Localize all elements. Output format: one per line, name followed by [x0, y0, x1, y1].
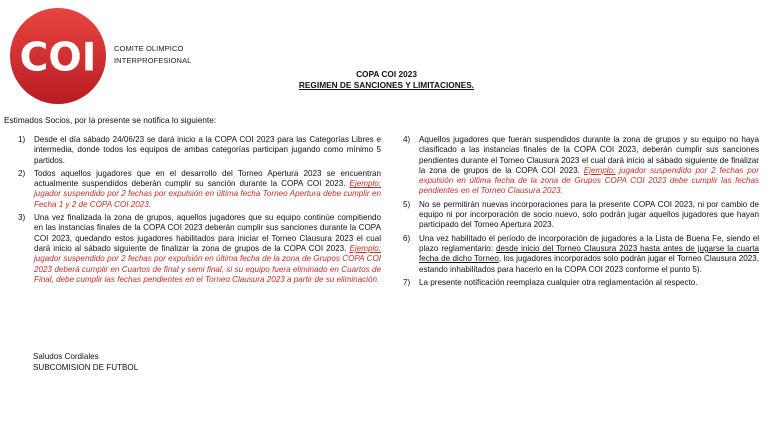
- signature: SUBCOMISION DE FUTBOL: [33, 363, 139, 372]
- list-item-5: [389, 200, 759, 231]
- item-number: 4): [403, 135, 411, 144]
- item-number: 6): [403, 233, 411, 243]
- logo-text: COI: [19, 35, 97, 81]
- list-item-6: [389, 234, 759, 275]
- example-text: jugador suspendido por 2 fechas por expulsión en última fecha de la zona de Grupos COPA COI 2023 deberá cumplir en Cuartos de final y semi final, si su equipo fuera eliminado en Cuartos de Final, debe cumplir las fechas pendientes en el Torneo Clausura 2023 a partir de su eliminación.: [34, 254, 381, 284]
- item-text: La presente notificación reemplaza cualquier otra reglamentación al respecto.: [419, 277, 698, 287]
- item-text: Una vez finalizada la zona de grupos, aquellos jugadores que su equipo continúe compitiendo en las instancias finales de la COPA COI 2023 deberán cumplir sus sanciones durante la COPA COI 2023, quedando estos jugadores habilitados para iniciar el Torneo Clausura 2023 el cual dará inicio al sábado siguiente de finalizar la zona de grupos de la COPA COI 2023.: [34, 213, 381, 253]
- example-text: jugador suspendido por 2 fechas por expulsión en última fecha Torneo Apertura debe cumplir en Fecha 1 y 2 de COPA COI 2023.: [34, 189, 381, 209]
- list-item-7: [389, 278, 759, 288]
- item-number: 3): [18, 213, 26, 223]
- org-name-line2: INTERPROFESIONAL: [114, 56, 192, 65]
- closing-greeting: Saludos Cordiales: [33, 352, 99, 361]
- item-number: 5): [403, 199, 411, 209]
- example-text: jugador suspendido por 2 fechas por expulsión en última fecha de la zona de Grupos COPA COI 2023 debe cumplir las fechas pendientes en el Torneo Clausura 2023.: [419, 165, 759, 196]
- list-item-2: [4, 169, 381, 210]
- item-text-after: , los jugadores incorporados solo podrán jugar el Torneo Clausura 2023, estando inhabilitados para hacerlo en la COPA COI 2023 conforme el punto 5).: [419, 254, 760, 274]
- right-column: [389, 135, 759, 291]
- item-text: Todos aquellos jugadores que en el desarrollo del Torneo Apertura 2023 se encuentran actualmente suspendidos deberán cumplir su sanción durante la COPA COI 2023.: [34, 168, 381, 189]
- example-label: Ejemplo:: [349, 243, 381, 253]
- list-item-1: [4, 135, 381, 166]
- document-subtitle: REGIMEN DE SANCIONES Y LIMITACIONES.: [298, 80, 475, 90]
- item-text: Desde el día sábado 24/06/23 se dará inicio a la COPA COI 2023 para las Categorías Libres e intermedia, donde todos los equipos de ambas categorías participan jugando como mínimo 5 partidos.: [34, 135, 381, 165]
- example-label: Ejemplo:: [349, 179, 381, 189]
- item-text: No se permitirán nuevas incorporaciones para la presente COPA COI 2023, ni por cambio de equipo ni por incorporación de socio nuevo, solo podrán jugar aquellos jugadores que hayan participado del Torneo Apertura 2023.: [419, 199, 759, 230]
- coi-logo: [9, 7, 107, 105]
- item-number: 1): [18, 135, 26, 144]
- list-item-4: [389, 135, 759, 197]
- list-item-3: [4, 213, 381, 285]
- org-name-line1: COMITE OLIMPICO: [114, 44, 184, 53]
- greeting: Estimados Socios, por la presente se notifica lo siguiente:: [4, 115, 217, 125]
- deadline-text: desde inicio del Torneo Clausura 2023 hasta antes de jugarse la cuarta fecha de dicho Torneo: [419, 243, 759, 264]
- item-text: Aquellos jugadores que fueran suspendidos durante la zona de grupos y su equipo no haya clasificado a las instancias finales de la COPA COI 2023, deberán cumplir sus sanciones pendientes durante el Torneo Clausura 2023 el cual dará inicio al sábado siguiente de finalizar la zona de grupos de la COPA COI 2023.: [419, 135, 759, 175]
- document-title: COPA COI 2023: [356, 69, 417, 79]
- example-label: Ejemplo:: [583, 165, 616, 175]
- item-number: 7): [403, 277, 411, 287]
- left-column: [4, 135, 381, 288]
- item-text: Una vez habilitado el período de incorporación de jugadores a la Lista de Buena Fe, siendo el plazo reglamentario:: [419, 233, 759, 253]
- item-number: 2): [18, 168, 26, 178]
